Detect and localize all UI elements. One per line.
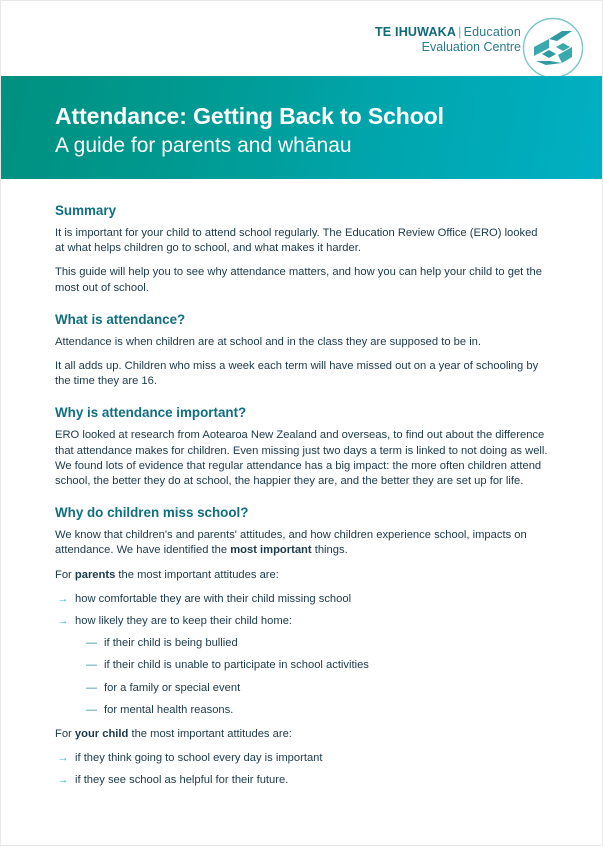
page-title: Attendance: Getting Back to School: [55, 103, 444, 129]
ero-chevron-emblem-icon: [522, 17, 584, 79]
list-item-label: if their child is being bullied: [104, 637, 238, 650]
dash-bullet-icon: —: [86, 681, 97, 694]
parents-lead-in: [55, 568, 549, 583]
list-item: [55, 592, 549, 607]
page-subtitle: A guide for parents and whānau: [55, 134, 352, 157]
list-item-label: if they see school as helpful for their future.: [75, 774, 289, 787]
list-item: [86, 681, 549, 696]
summary-paragraph-1: It is important for your child to attend school regularly. The Education Review Office (ERO) looked at what helps children go to school, and what makes it harder.: [55, 227, 538, 255]
section-what-is-attendance: [55, 312, 549, 390]
list-item-label: how likely they are to keep their child home:: [75, 615, 293, 628]
section-summary: [55, 203, 549, 296]
summary-paragraph-2: This guide will help you to see why attendance matters, and how you can help your child to get the most out of school.: [55, 266, 542, 294]
section-heading-what-is-attendance: What is attendance?: [55, 311, 186, 327]
intro-text-part-a: We know that children's and parents' attitudes, and how children experience school, impacts on attendance. We have identified the: [55, 529, 527, 557]
logo-line-two: Evaluation Centre: [421, 40, 521, 54]
logo-separator: |: [458, 25, 462, 39]
what-is-attendance-paragraph-1: Attendance is when children are at school and in the class they are supposed to be in.: [55, 335, 482, 348]
parents-lead-part-b: the most important attitudes are:: [115, 568, 279, 581]
parent-attitudes-list: [55, 592, 549, 718]
list-item: [55, 773, 549, 788]
section-heading-why-important: Why is attendance important?: [55, 405, 247, 421]
logo-line-one: [375, 25, 521, 39]
logo-wordmark: [375, 25, 521, 54]
what-is-attendance-paragraph-2: It all adds up. Children who miss a week each term will have missed out on a year of schooling by the time they are 16.: [55, 360, 539, 388]
document-body: [55, 203, 549, 805]
why-important-paragraph-1: ERO looked at research from Aotearoa New Zealand and overseas, to find out about the difference that attendance makes for children. Even missing just two days a term is linked to not doing as well. We found lots of evidence that regular attendance has a big impact: the more often children attend school, the better they do at school, the happier they are, and the better they are set up for life.: [55, 429, 548, 488]
logo-ihuwaka-text: IHUWAKA: [395, 25, 457, 39]
list-item-label: for mental health reasons.: [104, 703, 234, 716]
intro-emphasis: most important: [230, 544, 312, 557]
nested-reasons-wrapper: [75, 636, 549, 718]
parents-emphasis: parents: [74, 568, 116, 581]
list-item: [55, 751, 549, 766]
section-why-miss-school: [55, 505, 549, 788]
list-item-label: if their child is unable to participate in school activities: [104, 659, 369, 672]
ero-logo: [375, 25, 521, 54]
arrow-bullet-icon: →: [57, 615, 69, 628]
arrow-bullet-icon: →: [57, 774, 69, 787]
child-emphasis: your child: [74, 728, 129, 741]
child-lead-in: [55, 727, 549, 742]
why-miss-school-intro: [55, 528, 549, 558]
keep-child-home-reasons-list: [86, 636, 549, 718]
title-banner: [1, 76, 603, 179]
section-heading-why-miss-school: Why do children miss school?: [55, 505, 249, 521]
child-lead-part-b: the most important attitudes are:: [128, 728, 292, 741]
list-item: [55, 614, 549, 718]
child-attitudes-list: [55, 751, 549, 788]
parents-lead-part-a: For: [55, 568, 75, 581]
list-item: [86, 658, 549, 673]
list-item-label: for a family or special event: [104, 681, 241, 694]
child-lead-part-a: For: [55, 728, 75, 741]
list-item-label: how comfortable they are with their child missing school: [75, 592, 352, 605]
list-item-label: if they think going to school every day is important: [75, 752, 323, 765]
dash-bullet-icon: —: [86, 659, 97, 672]
logo-education-text: Education: [463, 25, 521, 39]
list-item: [86, 636, 549, 651]
section-why-important: [55, 405, 549, 489]
logo-te-text: TE: [374, 25, 396, 39]
dash-bullet-icon: —: [86, 703, 97, 716]
section-heading-summary: Summary: [55, 203, 117, 218]
list-item: [86, 703, 549, 718]
arrow-bullet-icon: →: [57, 592, 69, 605]
dash-bullet-icon: —: [86, 637, 97, 650]
intro-text-part-b: things.: [311, 544, 348, 557]
arrow-bullet-icon: →: [57, 752, 69, 765]
header-strip: [1, 1, 603, 76]
